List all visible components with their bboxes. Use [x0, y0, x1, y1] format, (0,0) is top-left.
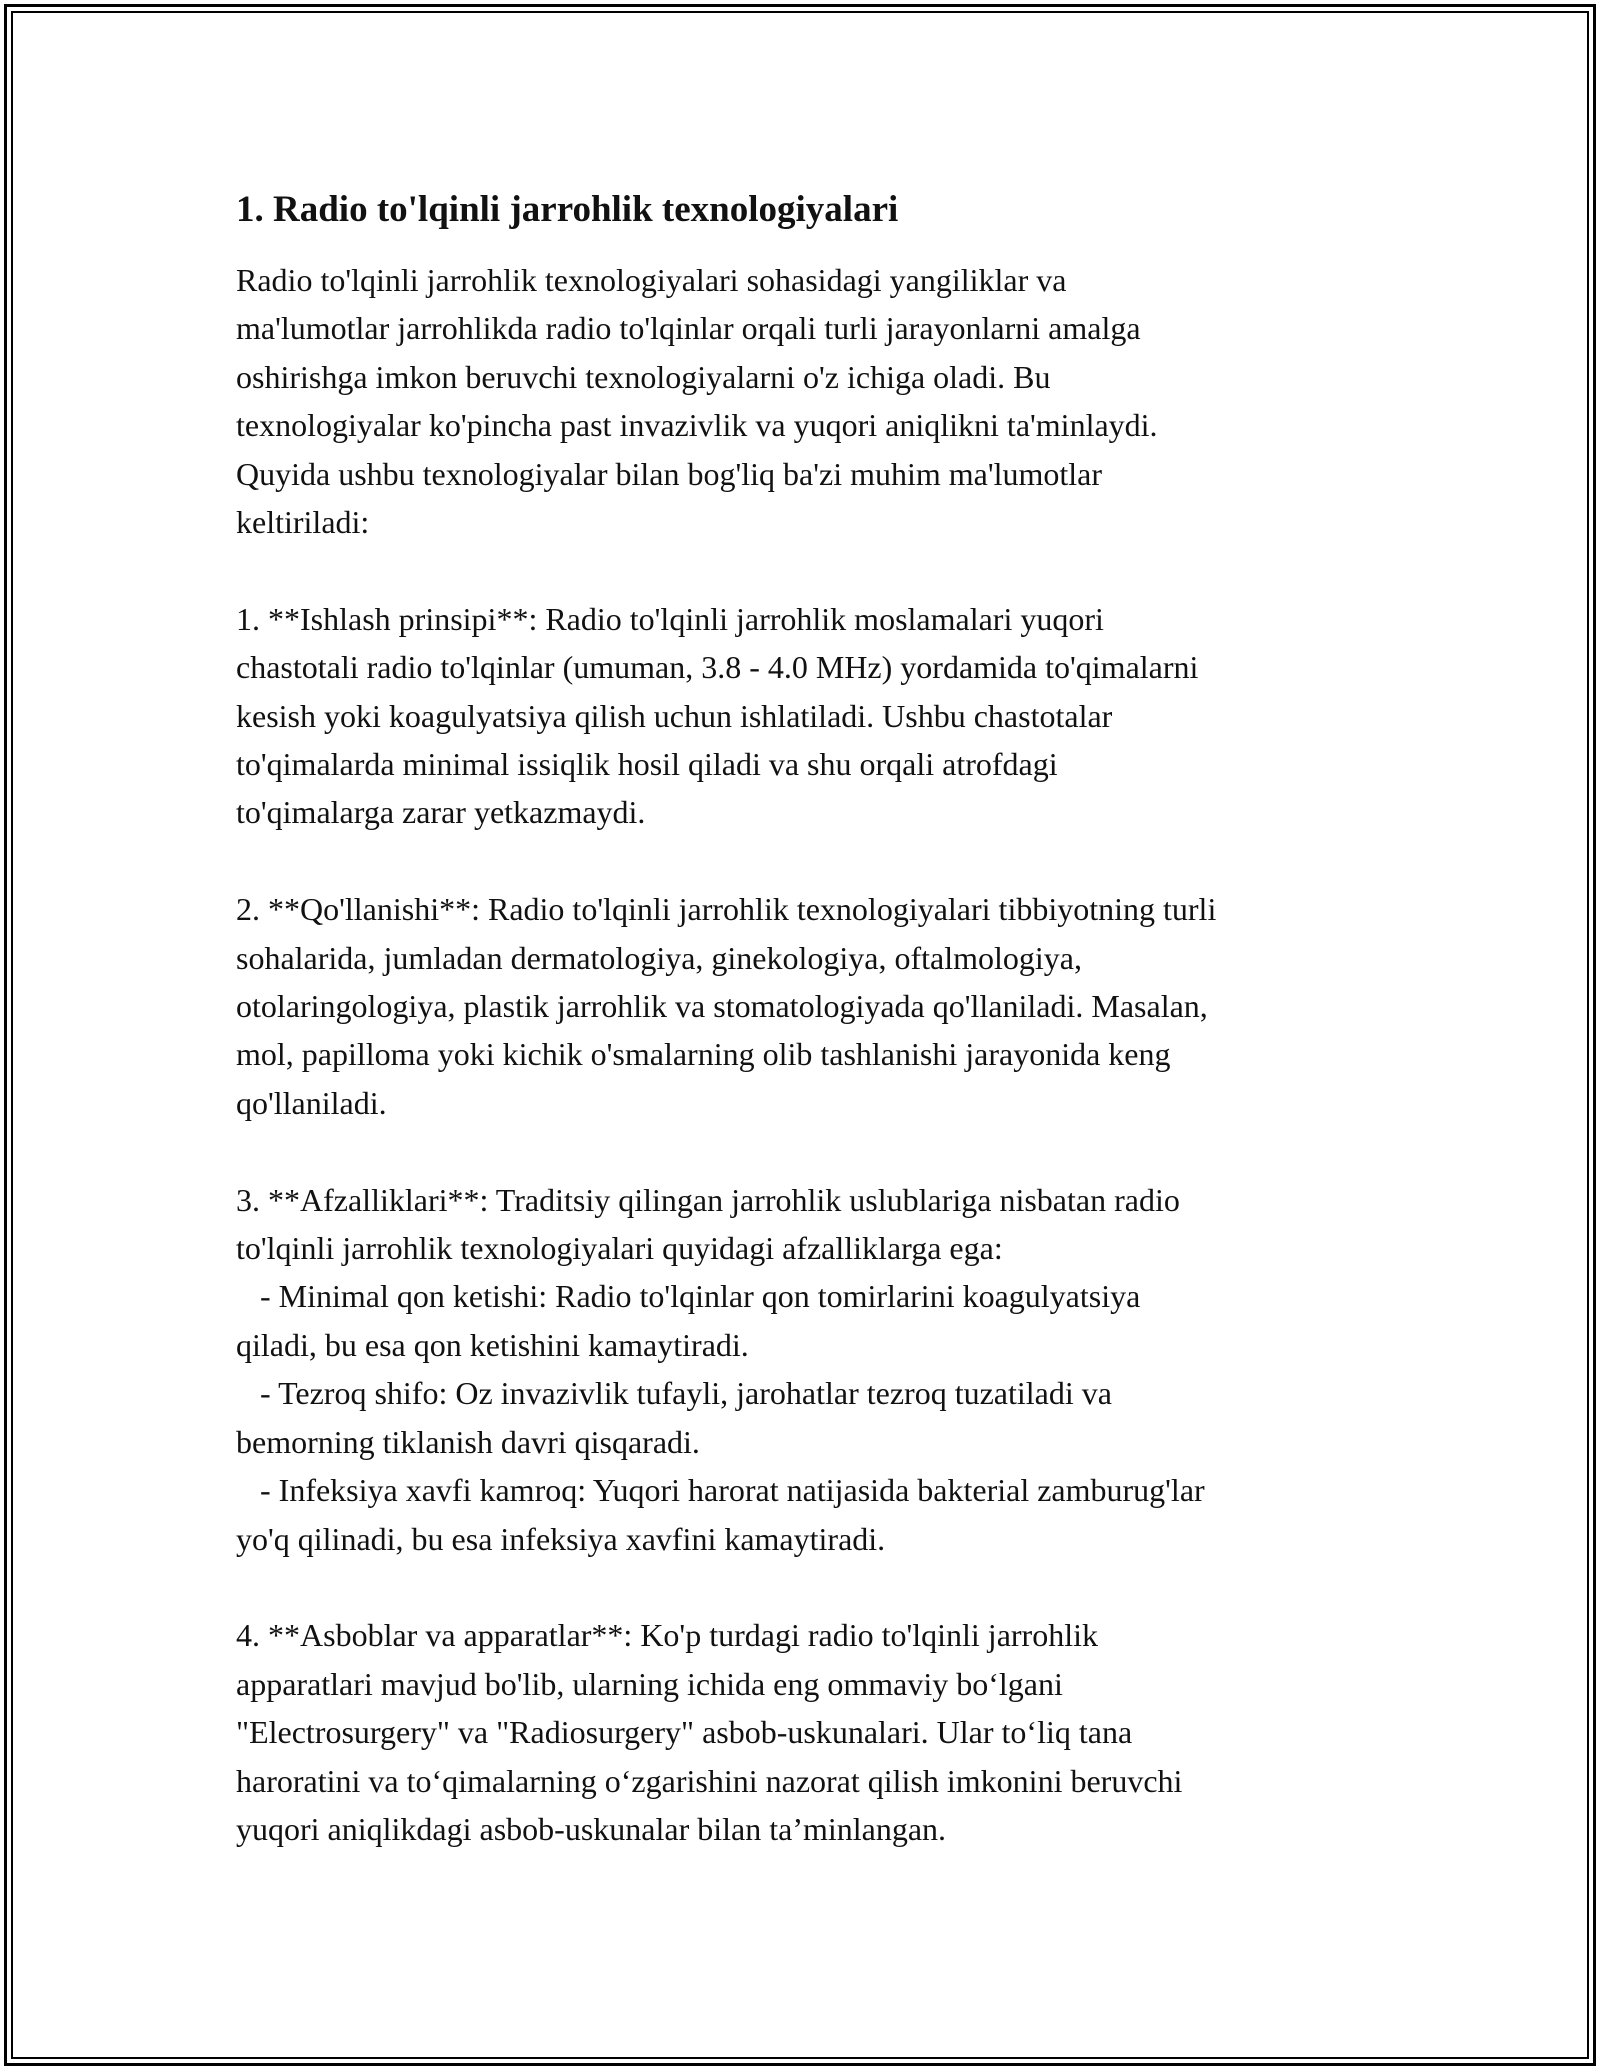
advantages-paragraph — [236, 1176, 1376, 1563]
text-line: to'qimalarda minimal issiqlik hosil qiladi va shu orqali atrofdagi — [236, 746, 1058, 783]
text-line: keltiriladi: — [236, 504, 370, 541]
paragraph-spacer — [236, 837, 1376, 885]
text-line: 1. **Ishlash prinsipi**: Radio to'lqinli jarrohlik moslamalari yuqori — [236, 600, 1104, 637]
text-line: otolaringologiya, plastik jarrohlik va stomatologiyada qo'llaniladi. Masalan, — [236, 988, 1208, 1025]
list-item: - Minimal qon ketishi: Radio to'lqinlar qon tomirlarini koagulyatsiya — [236, 1278, 1141, 1315]
working-principle-paragraph — [236, 595, 1376, 837]
text-line: bemorning tiklanish davri qisqaradi. — [236, 1423, 700, 1460]
list-item: - Tezroq shifo: Oz invazivlik tufayli, jarohatlar tezroq tuzatiladi va — [236, 1375, 1112, 1412]
text-line: yo'q qilinadi, bu esa infeksiya xavfini kamaytiradi. — [236, 1520, 886, 1557]
text-line: to'lqinli jarrohlik texnologiyalari quyidagi afzalliklarga ega: — [236, 1230, 1003, 1267]
text-line: 3. **Afzalliklari**: Traditsiy qilingan jarrohlik uslublariga nisbatan radio — [236, 1181, 1180, 1218]
text-line: texnologiyalar ko'pincha past invazivlik va yuqori aniqlikni ta'minlaydi. — [236, 407, 1158, 444]
text-line: kesish yoki koagulyatsiya qilish uchun ishlatiladi. Ushbu chastotalar — [236, 697, 1113, 734]
list-item: - Infeksiya xavfi kamroq: Yuqori harorat natijasida bakterial zamburug'lar — [236, 1472, 1205, 1509]
text-line: 4. **Asboblar va apparatlar**: Ko'p turdagi radio to'lqinli jarrohlik — [236, 1617, 1098, 1654]
text-line: Radio to'lqinli jarrohlik texnologiyalari sohasidagi yangiliklar va — [236, 262, 1067, 298]
text-line: Quyida ushbu texnologiyalar bilan bog'liq ba'zi muhim ma'lumotlar — [236, 455, 1103, 492]
text-line: "Electrosurgery" va "Radiosurgery" asbob-uskunalari. Ular to‘liq tana — [236, 1714, 1133, 1751]
text-line: qiladi, bu esa qon ketishini kamaytiradi. — [236, 1326, 749, 1363]
text-line: qo'llaniladi. — [236, 1084, 387, 1121]
paragraph-spacer — [236, 1127, 1376, 1175]
text-line: to'qimalarga zarar yetkazmaydi. — [236, 794, 646, 831]
text-line: mol, papilloma yoki kichik o'smalarning olib tashlanishi jarayonida keng — [236, 1036, 1171, 1073]
section-heading: 1. Radio to'lqinli jarrohlik texnologiyalari — [236, 189, 899, 230]
text-line: sohalarida, jumladan dermatologiya, ginekologiya, oftalmologiya, — [236, 939, 1082, 976]
text-line: 2. **Qo'llanishi**: Radio to'lqinli jarrohlik texnologiyalari tibbiyotning turli — [236, 891, 1217, 928]
document-body — [236, 186, 1376, 1853]
text-line: yuqori aniqlikdagi asbob-uskunalar bilan ta’minlangan. — [236, 1810, 947, 1847]
text-line: haroratini va to‘qimalarning o‘zgarishini nazorat qilish imkonini beruvchi — [236, 1762, 1183, 1799]
instruments-paragraph — [236, 1611, 1376, 1853]
paragraph-spacer — [236, 546, 1376, 594]
intro-paragraph — [236, 256, 1376, 546]
text-line: apparatlari mavjud bo'lib, ularning ichida eng ommaviy bo‘lgani — [236, 1665, 1063, 1702]
paragraph-spacer — [236, 1563, 1376, 1611]
text-line: chastotali radio to'lqinlar (umuman, 3.8 - 4.0 MHz) yordamida to'qimalarni — [236, 649, 1199, 686]
applications-paragraph — [236, 885, 1376, 1127]
text-line: oshirishga imkon beruvchi texnologiyalarni o'z ichiga oladi. Bu — [236, 358, 1051, 395]
text-line: ma'lumotlar jarrohlikda radio to'lqinlar orqali turli jarayonlarni amalga — [236, 310, 1141, 347]
